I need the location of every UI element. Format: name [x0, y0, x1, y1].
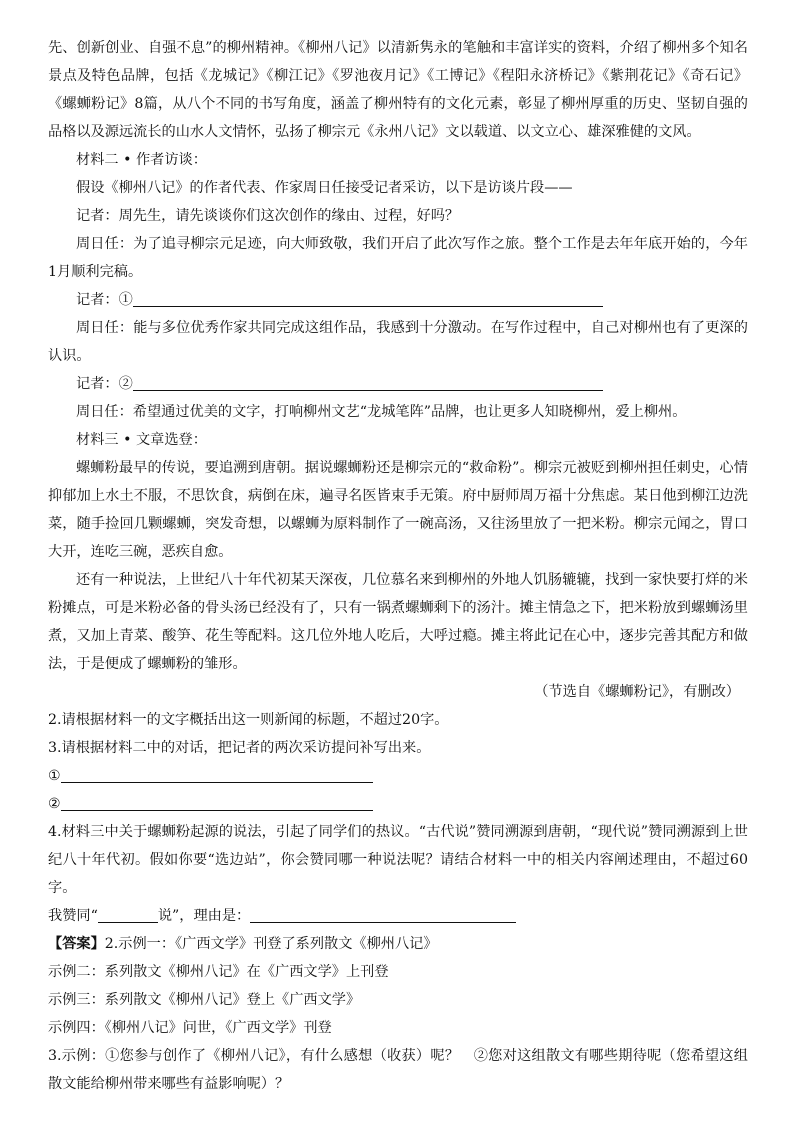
interview-intro: 假设《柳州八记》的作者代表、作家周日任接受记者采访，以下是访谈片段——	[76, 180, 573, 196]
question-2: 2.请根据材料一的文字概括出这一则新闻的标题，不超过20字。	[48, 712, 449, 728]
answer-2-example-1	[48, 930, 748, 958]
answer-2-example-2: 示例二：系列散文《柳州八记》在《广西文学》上刊登	[48, 964, 389, 980]
answer-2-example-1-text: 2.示例一：《广西文学》刊登了系列散文《柳州八记》	[104, 936, 438, 952]
material3-heading: 材料三 • 文章选登：	[76, 432, 207, 448]
author-answer-2: 周日任：能与多位优秀作家共同完成这组作品，我感到十分激动。在写作过程中，自己对柳州也有了更深的认识。	[48, 320, 748, 364]
question-3-blank-1-label: ①	[48, 768, 61, 784]
answer-line-4[interactable]	[61, 792, 373, 811]
question-4-prefix: 我赞同“	[48, 908, 98, 924]
reporter-blank-1	[48, 286, 748, 314]
reason-line[interactable]	[250, 904, 516, 923]
question-3-blank-2	[48, 790, 748, 818]
answer-3: 3.示例：①您参与创作了《柳州八记》，有什么感想（收获）呢？ ②您对这组散文有哪些期待呢（您希望这组散文能给柳州带来哪些有益影响呢）？	[48, 1048, 748, 1092]
material1-paragraph: 先、创新创业、自强不息”的柳州精神。《柳州八记》以清新隽永的笔触和丰富详实的资料，介绍了柳州多个知名景点及特色品牌，包括《龙城记》《柳江记》《罗池夜月记》《工博记》《程阳永济桥记》《紫荆花记》《奇石记》《螺蛳粉记》8篇，从八个不同的书写角度，涵盖了柳州特有的文化元素，彰显了柳州厚重的历史、坚韧自强的品格以及源远流长的山水人文情怀，弘扬了柳宗元《永州八记》文以载道、以文立心、雄深雅健的文风。	[48, 40, 748, 140]
answer-2-example-4: 示例四：《柳州八记》问世，《广西文学》刊登	[48, 1020, 332, 1036]
reporter-blank-2-label: 记者：②	[76, 376, 133, 392]
author-answer-3: 周日任：希望通过优美的文字，打响柳州文艺“龙城笔阵”品牌，也让更多人知晓柳州，爱上柳州。	[76, 404, 687, 420]
question-4: 4.材料三中关于螺蛳粉起源的说法，引起了同学们的热议。“古代说”赞同溯源到唐朝，“现代说”赞同溯源到上世纪八十年代初。假如你要“选边站”，你会赞同哪一种说法呢？请结合材料一中的相关内容阐述理由，不超过60字。	[48, 824, 748, 896]
question-4-answer	[48, 902, 748, 930]
answer-tag: 【答案】	[48, 936, 105, 952]
question-4-mid: 说”，理由是：	[157, 908, 251, 924]
author-answer-1: 周日任：为了追寻柳宗元足迹，向大师致敬，我们开启了此次写作之旅。整个工作是去年年底开始的，今年1月顺利完稿。	[48, 236, 748, 280]
question-3: 3.请根据材料二中的对话，把记者的两次采访提问补写出来。	[48, 740, 431, 756]
question-3-blank-2-label: ②	[48, 796, 61, 812]
source-note: （节选自《螺蛳粉记》，有删改）	[534, 684, 740, 700]
material2-heading: 材料二 • 作者访谈：	[76, 152, 207, 168]
reporter-question-1: 记者：周先生，请先谈谈你们这次创作的缘由、过程，好吗？	[76, 208, 460, 224]
question-3-blank-1	[48, 762, 748, 790]
choice-blank[interactable]	[98, 904, 158, 923]
answer-line-3[interactable]	[61, 764, 373, 783]
answer-line-1[interactable]	[133, 288, 603, 307]
material3-paragraph-2: 还有一种说法，上世纪八十年代初某天深夜，几位慕名来到柳州的外地人饥肠辘辘，找到一家快要打烊的米粉摊点，可是米粉必备的骨头汤已经没有了，只有一锅煮螺蛳剩下的汤汁。摊主情急之下，把米粉放到螺蛳汤里煮，又加上青菜、酸笋、花生等配料。这几位外地人吃后，大呼过瘾。摊主将此记在心中，逐步完善其配方和做法，于是便成了螺蛳粉的雏形。	[48, 572, 748, 672]
material3-paragraph-1: 螺蛳粉最早的传说，要追溯到唐朝。据说螺蛳粉还是柳宗元的“救命粉”。柳宗元被贬到柳州担任刺史，心情抑郁加上水土不服，不思饮食，病倒在床，遍寻名医皆束手无策。府中厨师周万福十分焦虑。某日他到柳江边洗菜，随手捡回几颗螺蛳，突发奇想，以螺蛳为原料制作了一碗高汤，又往汤里放了一把米粉。柳宗元闻之，胃口大开，连吃三碗，恶疾自愈。	[48, 460, 748, 560]
reporter-blank-1-label: 记者：①	[76, 292, 133, 308]
document-page	[48, 34, 748, 1098]
answer-line-2[interactable]	[133, 372, 603, 391]
answer-2-example-3: 示例三：系列散文《柳州八记》登上《广西文学》	[48, 992, 361, 1008]
reporter-blank-2	[48, 370, 748, 398]
